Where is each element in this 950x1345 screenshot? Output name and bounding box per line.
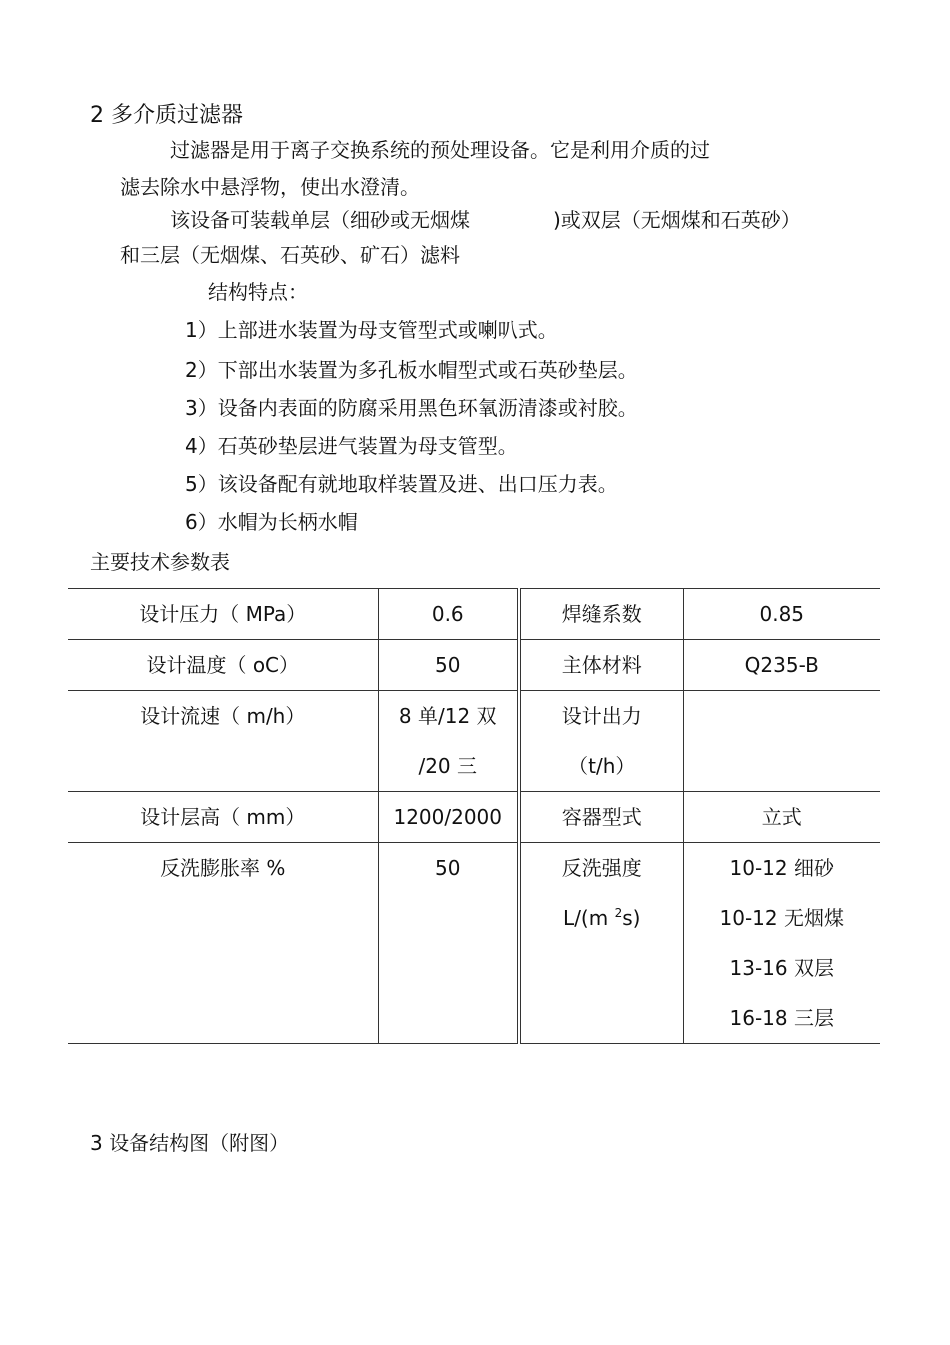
table-cell: 主体材料 — [519, 640, 683, 691]
feature-item-6: 6）水帽为长柄水帽 — [185, 510, 358, 534]
table-cell: 50 — [378, 843, 519, 1044]
table-cell — [683, 691, 880, 792]
cell-line: /20 三 — [418, 754, 478, 778]
cell-line: 10-12 无烟煤 — [719, 906, 844, 930]
cell-line: 10-12 细砂 — [729, 856, 834, 880]
table-cell: 1200/2000 — [378, 792, 519, 843]
cell-line: 13-16 双层 — [729, 956, 834, 980]
unit-suffix: s) — [622, 906, 641, 930]
table-row — [68, 589, 880, 640]
feature-item-5: 5）该设备配有就地取样装置及进、出口压力表。 — [185, 472, 618, 496]
table-cell — [378, 691, 519, 792]
cell-line: 反洗强度 — [561, 856, 642, 880]
unit-superscript: 2 — [614, 906, 623, 920]
cell-line-unit — [521, 893, 683, 943]
layers-text-part-1: 该设备可装载单层（细砂或无烟煤 — [170, 208, 470, 232]
section-2-title: 2 多介质过滤器 — [90, 103, 243, 128]
feature-item-2: 2）下部出水装置为多孔板水帽型式或石英砂垫层。 — [185, 358, 638, 382]
cell-line: 16-18 三层 — [729, 1006, 834, 1030]
cell-line: 8 单/12 双 — [398, 704, 497, 728]
table-row — [68, 792, 880, 843]
table-cell: Q235-B — [683, 640, 880, 691]
table-cell: 立式 — [683, 792, 880, 843]
feature-item-1: 1）上部进水装置为母支管型式或喇叭式。 — [185, 318, 558, 342]
layers-text-part-2: )或双层（无烟煤和石英砂） — [553, 208, 801, 232]
table-row — [68, 691, 880, 792]
table-cell: 反洗膨胀率 % — [68, 843, 378, 1044]
layers-text-line-2: 和三层（无烟煤、石英砂、矿石）滤料 — [120, 243, 460, 267]
table-cell: 设计层高（ mm） — [68, 792, 378, 843]
table-cell: 焊缝系数 — [519, 589, 683, 640]
section-3-title: 3 设备结构图（附图） — [90, 1131, 290, 1155]
feature-item-3: 3）设备内表面的防腐采用黑色环氧沥清漆或衬胶。 — [185, 396, 638, 420]
table-cell: 容器型式 — [519, 792, 683, 843]
intro-line-2: 滤去除水中悬浮物，使出水澄清。 — [120, 175, 420, 199]
table-cell: 0.6 — [378, 589, 519, 640]
features-heading: 结构特点： — [208, 280, 308, 304]
intro-line-1: 过滤器是用于离子交换系统的预处理设备。它是利用介质的过 — [170, 138, 710, 162]
unit-prefix: L/(m — [563, 906, 615, 930]
table-cell — [519, 843, 683, 1044]
cell-line: （t/h） — [568, 754, 636, 778]
table-cell: 0.85 — [683, 589, 880, 640]
table-cell: 设计温度（ oC） — [68, 640, 378, 691]
table-cell — [519, 691, 683, 792]
table-row — [68, 843, 880, 1044]
table-cell: 设计压力（ MPa） — [68, 589, 378, 640]
table-row — [68, 640, 880, 691]
parameter-table — [68, 588, 880, 1044]
table-cell: 50 — [378, 640, 519, 691]
table-caption: 主要技术参数表 — [90, 550, 230, 574]
feature-item-4: 4）石英砂垫层进气装置为母支管型。 — [185, 434, 518, 458]
table-cell — [683, 843, 880, 1044]
table-cell: 设计流速（ m/h） — [68, 691, 378, 792]
cell-line: 设计出力 — [561, 704, 642, 728]
